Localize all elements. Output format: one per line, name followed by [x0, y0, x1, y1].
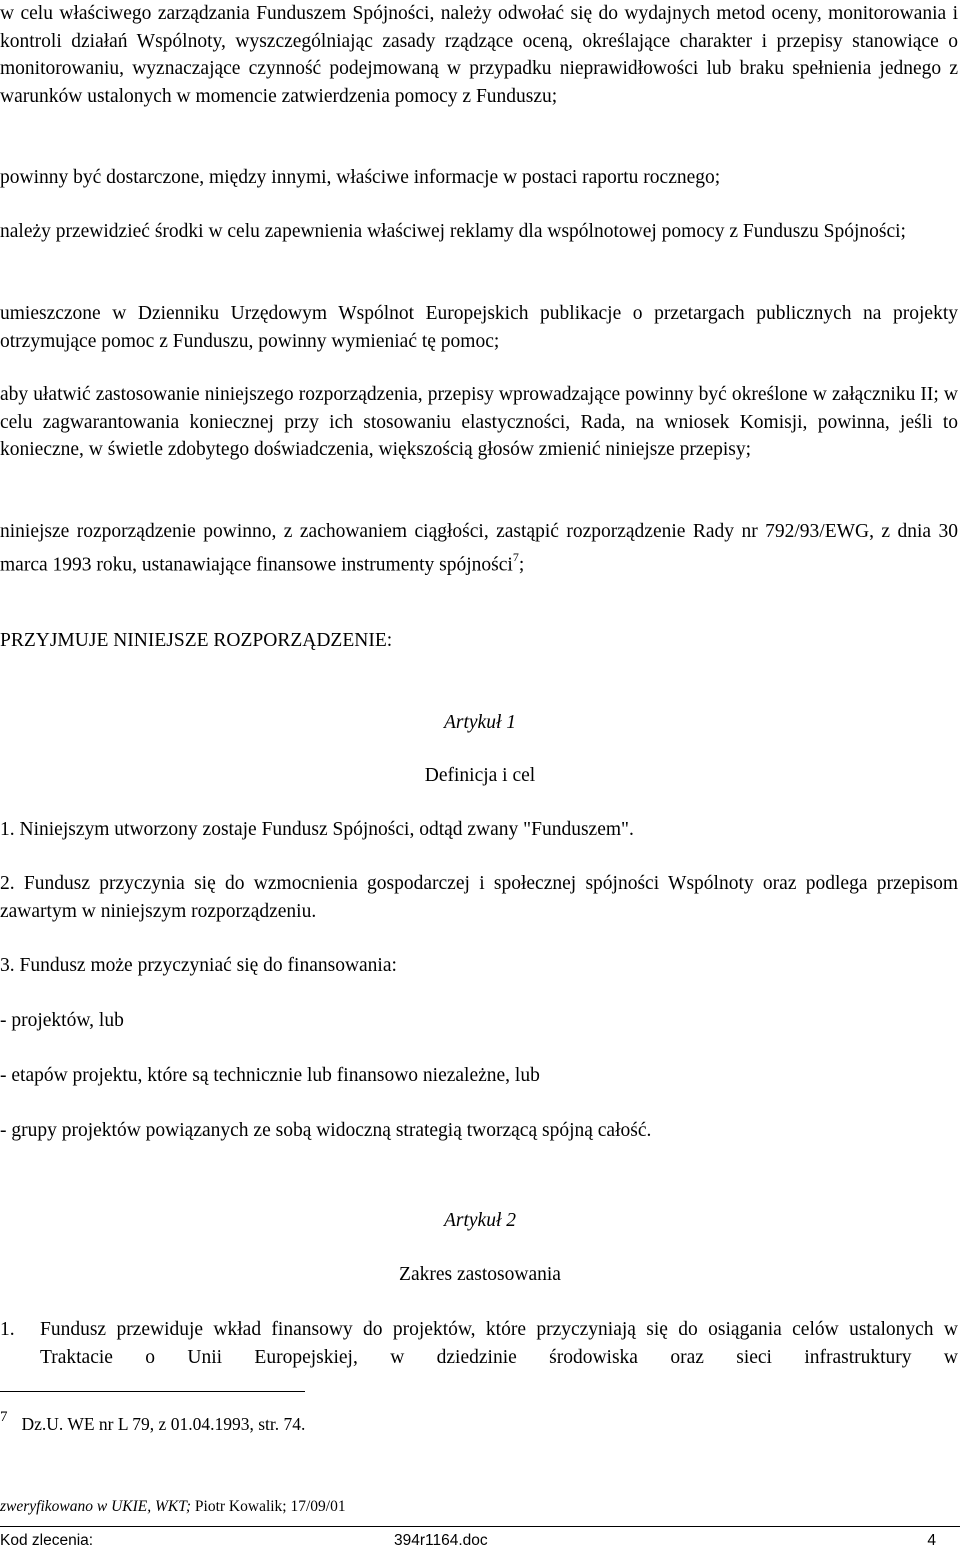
declaration-heading: PRZYJMUJE NINIEJSZE ROZPORZĄDZENIE: — [0, 630, 393, 651]
article2-item-1-text: Fundusz przewiduje wkład finansowy do projektów, które przyczyniają się do osiągania celów ustalonych w Traktacie o Unii Europejskiej, w dziedzinie środowiska oraz sieci infrastruktury w — [40, 1319, 958, 1368]
footnote-number: 7 — [0, 1409, 8, 1425]
article1-dash-1: - projektów, lub — [0, 1010, 124, 1031]
footer-document-name: 394r1164.doc — [394, 1532, 488, 1549]
article2-item-1-number: 1. — [0, 1319, 15, 1340]
article1-dash-3: - grupy projektów powiązanych ze sobą widoczną strategią tworzącą spójną całość. — [0, 1120, 652, 1141]
paragraph-evaluation: w celu właściwego zarządzania Funduszem Spójności, należy odwołać się do wydajnych metod oceny, monitorowania i kontroli działań Wspólnoty, wyszczególniając zasady rządzące oceną, określające charakter i przepisy stanowiące o monitorowaniu, wyznaczające czynność podejmowaną w przypadku nieprawidłowości lub braku spełnienia jednego z warunków ustalonych w momencie zatwierdzenia pomocy z Funduszu; — [0, 3, 958, 107]
verification-note — [0, 1497, 346, 1517]
paragraph-publicity: należy przewidzieć środki w celu zapewnienia właściwej reklamy dla wspólnotowej pomocy z Funduszu Spójności; — [0, 221, 906, 242]
footnote-reference: 7 — [512, 549, 519, 564]
paragraph-annual-report: powinny być dostarczone, między innymi, właściwe informacje w postaci raportu rocznego; — [0, 167, 721, 188]
verification-plain: Piotr Kowalik; 17/09/01 — [191, 1498, 346, 1515]
footnote-separator — [0, 1391, 305, 1392]
verification-italic: zweryfikowano w UKIE, WKT; — [0, 1498, 192, 1515]
page-footer — [0, 1532, 960, 1552]
article1-item-1: 1. Niniejszym utworzony zostaje Fundusz Spójności, odtąd zwany "Funduszem". — [0, 819, 634, 840]
footer-order-label: Kod zlecenia: — [0, 1532, 94, 1549]
article2-subtitle: Zakres zastosowania — [399, 1264, 561, 1285]
article2-item-1 — [0, 1316, 958, 1371]
article2-title: Artykuł 2 — [443, 1210, 517, 1231]
article1-title: Artykuł 1 — [443, 712, 517, 733]
footnote — [0, 1409, 306, 1438]
footer-page-number: 4 — [927, 1532, 936, 1549]
paragraph-replacement-end: ; — [518, 554, 525, 575]
article1-dash-2: - etapów projektu, które są technicznie lub finansowo niezależne, lub — [0, 1065, 540, 1086]
article1-item-3: 3. Fundusz może przyczyniać się do finansowania: — [0, 955, 397, 976]
article1-subtitle: Definicja i cel — [424, 765, 536, 786]
footer-separator — [0, 1526, 960, 1527]
paragraph-tenders: umieszczone w Dzienniku Urzędowym Wspólnot Europejskich publikacje o przetargach publicznych na projekty otrzymujące pomoc z Funduszu, powinny wymieniać tę pomoc; — [0, 303, 958, 352]
paragraph-replacement — [0, 518, 958, 579]
article1-item-2: 2. Fundusz przyczynia się do wzmocnienia gospodarczej i społecznej spójności Wspólnoty oraz podlega przepisom zawartym w niniejszym rozporządzeniu. — [0, 873, 958, 922]
paragraph-replacement-text: niniejsze rozporządzenie powinno, z zachowaniem ciągłości, zastąpić rozporządzenie Rady nr 792/93/EWG, z dnia 30 marca 1993 roku, ustanawiające finansowe instrumenty spójności — [0, 521, 958, 575]
paragraph-annex: aby ułatwić zastosowanie niniejszego rozporządzenia, przepisy wprowadzające powinny być określone w załączniku II; w celu zagwarantowania koniecznej przy ich stosowaniu elastyczności, Rada, na wniosek Komisji, powinna, jeśli to konieczne, w świetle zdobytego doświadczenia, większością głosów zmienić niniejsze przepisy; — [0, 384, 958, 460]
footnote-text: Dz.U. WE nr L 79, z 01.04.1993, str. 74. — [21, 1414, 306, 1434]
